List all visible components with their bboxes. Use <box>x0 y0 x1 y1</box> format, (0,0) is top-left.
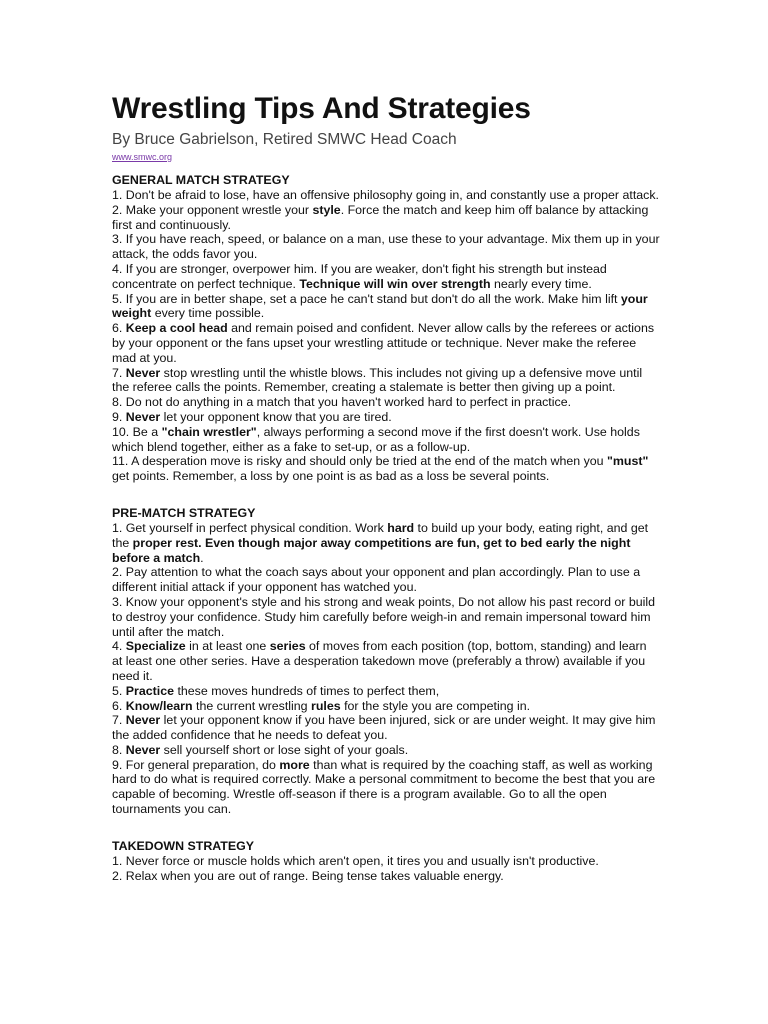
tip-text: 1. Don't be afraid to lose, have an offensive philosophy going in, and constantly use a proper attack. <box>112 188 659 202</box>
tip-item <box>112 395 660 410</box>
tip-text: every time possible. <box>151 306 265 321</box>
tips-list <box>112 521 660 817</box>
tip-item <box>112 684 660 699</box>
tip-text: . <box>200 550 204 565</box>
tip-text: 3. Know your opponent's style and his strong and weak points, Do not allow his past record or build to destroy your confidence. Study him carefully before weigh-in and remain impersonal toward him until after the match. <box>112 594 656 639</box>
tip-emphasis: Never <box>125 742 161 757</box>
tip-text: 4. If you are stronger, overpower him. If you are weaker, don't fight his strength but instead concentrate on perfect technique. <box>112 261 607 291</box>
tip-item <box>112 232 660 262</box>
tip-text: in at least one <box>185 639 270 654</box>
tip-item <box>112 262 660 292</box>
tip-emphasis: Know/learn <box>125 698 193 713</box>
tip-emphasis: your weight <box>112 291 648 321</box>
tip-emphasis: Never <box>125 365 161 380</box>
tip-emphasis: proper rest. Even though major away competitions are fun, get to bed early the night before a match <box>112 535 631 565</box>
tip-item <box>112 639 660 683</box>
website-link[interactable]: www.smwc.org <box>112 152 173 162</box>
section <box>112 173 660 484</box>
tip-text: the current wrestling <box>192 698 312 713</box>
section-heading: TAKEDOWN STRATEGY <box>112 838 255 853</box>
tip-emphasis: series <box>269 639 306 654</box>
tip-text: 1. Never force or muscle holds which aren't open, it tires you and usually isn't productive. <box>112 853 599 868</box>
tip-emphasis: hard <box>387 520 415 535</box>
tip-text: than what is required by the coaching staff, as well as working hard to do what is required correctly. Make a personal commitment to become the best that you are capable of becoming. Wrestle off-season if there is a program available. Go to all the open tournaments you can. <box>112 757 656 817</box>
tip-item <box>112 410 660 425</box>
tips-list <box>112 854 660 884</box>
tip-text: of moves from each position (top, bottom, standing) and learn at least one other series. Have a desperation takedown move (preferably a throw) available if you need it. <box>112 639 647 683</box>
tip-item <box>112 854 660 869</box>
tip-text: 7. <box>112 365 126 380</box>
tip-text: 2. Pay attention to what the coach says about your opponent and plan accordingly. Plan to use a different initial attack if your opponent has watched you. <box>112 565 641 595</box>
tip-emphasis: rules <box>311 698 341 713</box>
tip-item <box>112 699 660 714</box>
tip-text: 5. <box>112 683 126 698</box>
tip-text: and remain poised and confident. Never allow calls by the referees or actions by your opponent or the fans upset your wrestling attitude or technique. Never make the referee mad at you. <box>112 321 655 365</box>
tip-emphasis: Specialize <box>125 639 186 654</box>
tip-item <box>112 713 660 743</box>
document-content <box>112 92 660 883</box>
tip-item <box>112 203 660 233</box>
sections-container <box>112 173 660 883</box>
tip-emphasis: more <box>279 757 310 772</box>
tip-text: 9. For general preparation, do <box>112 757 280 772</box>
tip-item <box>112 743 660 758</box>
section-heading: GENERAL MATCH STRATEGY <box>112 173 290 187</box>
tip-emphasis: "chain wrestler" <box>161 424 257 439</box>
tip-text: 4. <box>112 639 126 654</box>
tip-text: 8. <box>112 742 126 757</box>
document-byline: By Bruce Gabrielson, Retired SMWC Head Coach <box>112 131 457 148</box>
tip-text: let your opponent know if you have been injured, sick or are under weight. It may give him the added confidence that he needs to defeat you. <box>112 713 656 743</box>
tip-emphasis: style <box>312 202 341 217</box>
tip-text: stop wrestling until the whistle blows. This includes not giving up a defensive move until the referee calls the points. Remember, creating a stalemate is better then giving up a point. <box>112 365 643 395</box>
tip-text: 2. Make your opponent wrestle your <box>112 202 313 217</box>
tip-emphasis: Technique will win over strength <box>299 276 491 291</box>
tip-text: these moves hundreds of times to perfect them, <box>174 683 440 698</box>
tip-item <box>112 321 660 365</box>
tip-text: 2. Relax when you are out of range. Being tense takes valuable energy. <box>112 868 504 883</box>
tip-item <box>112 292 660 322</box>
tip-item <box>112 595 660 639</box>
tip-item <box>112 521 660 565</box>
tip-text: 9. <box>112 409 126 424</box>
tip-item <box>112 188 660 203</box>
tip-emphasis: "must" <box>607 454 649 469</box>
tip-emphasis: Practice <box>125 683 175 698</box>
tip-text: 5. If you are in better shape, set a pace he can't stand but don't do all the work. Make him lift <box>112 291 621 306</box>
tip-item <box>112 454 660 484</box>
tip-text: 10. Be a <box>112 424 162 439</box>
tips-list <box>112 188 660 484</box>
tip-text: for the style you are competing in. <box>340 698 531 713</box>
tip-text: 6. <box>112 698 126 713</box>
tip-text: 1. Get yourself in perfect physical condition. Work <box>112 520 388 535</box>
tip-text: 6. <box>112 321 126 336</box>
section <box>112 506 660 817</box>
tip-text: get points. Remember, a loss by one point is as bad as a loss be several points. <box>112 469 550 484</box>
tip-item <box>112 869 660 884</box>
tip-text: 11. A desperation move is risky and should only be tried at the end of the match when you <box>112 454 608 469</box>
tip-emphasis: Never <box>125 409 161 424</box>
tip-item <box>112 425 660 455</box>
tip-text: sell yourself short or lose sight of your goals. <box>160 742 409 757</box>
tip-emphasis: Keep a cool head <box>125 321 228 336</box>
tip-text: to build up your body, eating right, and get the <box>112 520 649 550</box>
tip-text: nearly every time. <box>490 276 592 291</box>
tip-text: 3. If you have reach, speed, or balance on a man, use these to your advantage. Mix them up in your attack, the odds favor you. <box>112 232 660 262</box>
tip-text: let your opponent know that you are tired. <box>160 409 392 424</box>
tip-text: . Force the match and keep him off balance by attacking first and continuously. <box>112 202 649 232</box>
tip-item <box>112 366 660 396</box>
tip-item <box>112 758 660 817</box>
tip-item <box>112 565 660 595</box>
tip-emphasis: Never <box>125 713 161 728</box>
section <box>112 839 660 884</box>
document-title: Wrestling Tips And Strategies <box>112 92 531 125</box>
tip-text: 7. <box>112 713 126 728</box>
tip-text: , always performing a second move if the first doesn't work. Use holds which blend together, either as a fake to set-up, or as a follow-up. <box>112 424 640 454</box>
section-heading: PRE-MATCH STRATEGY <box>112 505 256 520</box>
tip-text: 8. Do not do anything in a match that you haven't worked hard to perfect in practice. <box>112 395 572 410</box>
